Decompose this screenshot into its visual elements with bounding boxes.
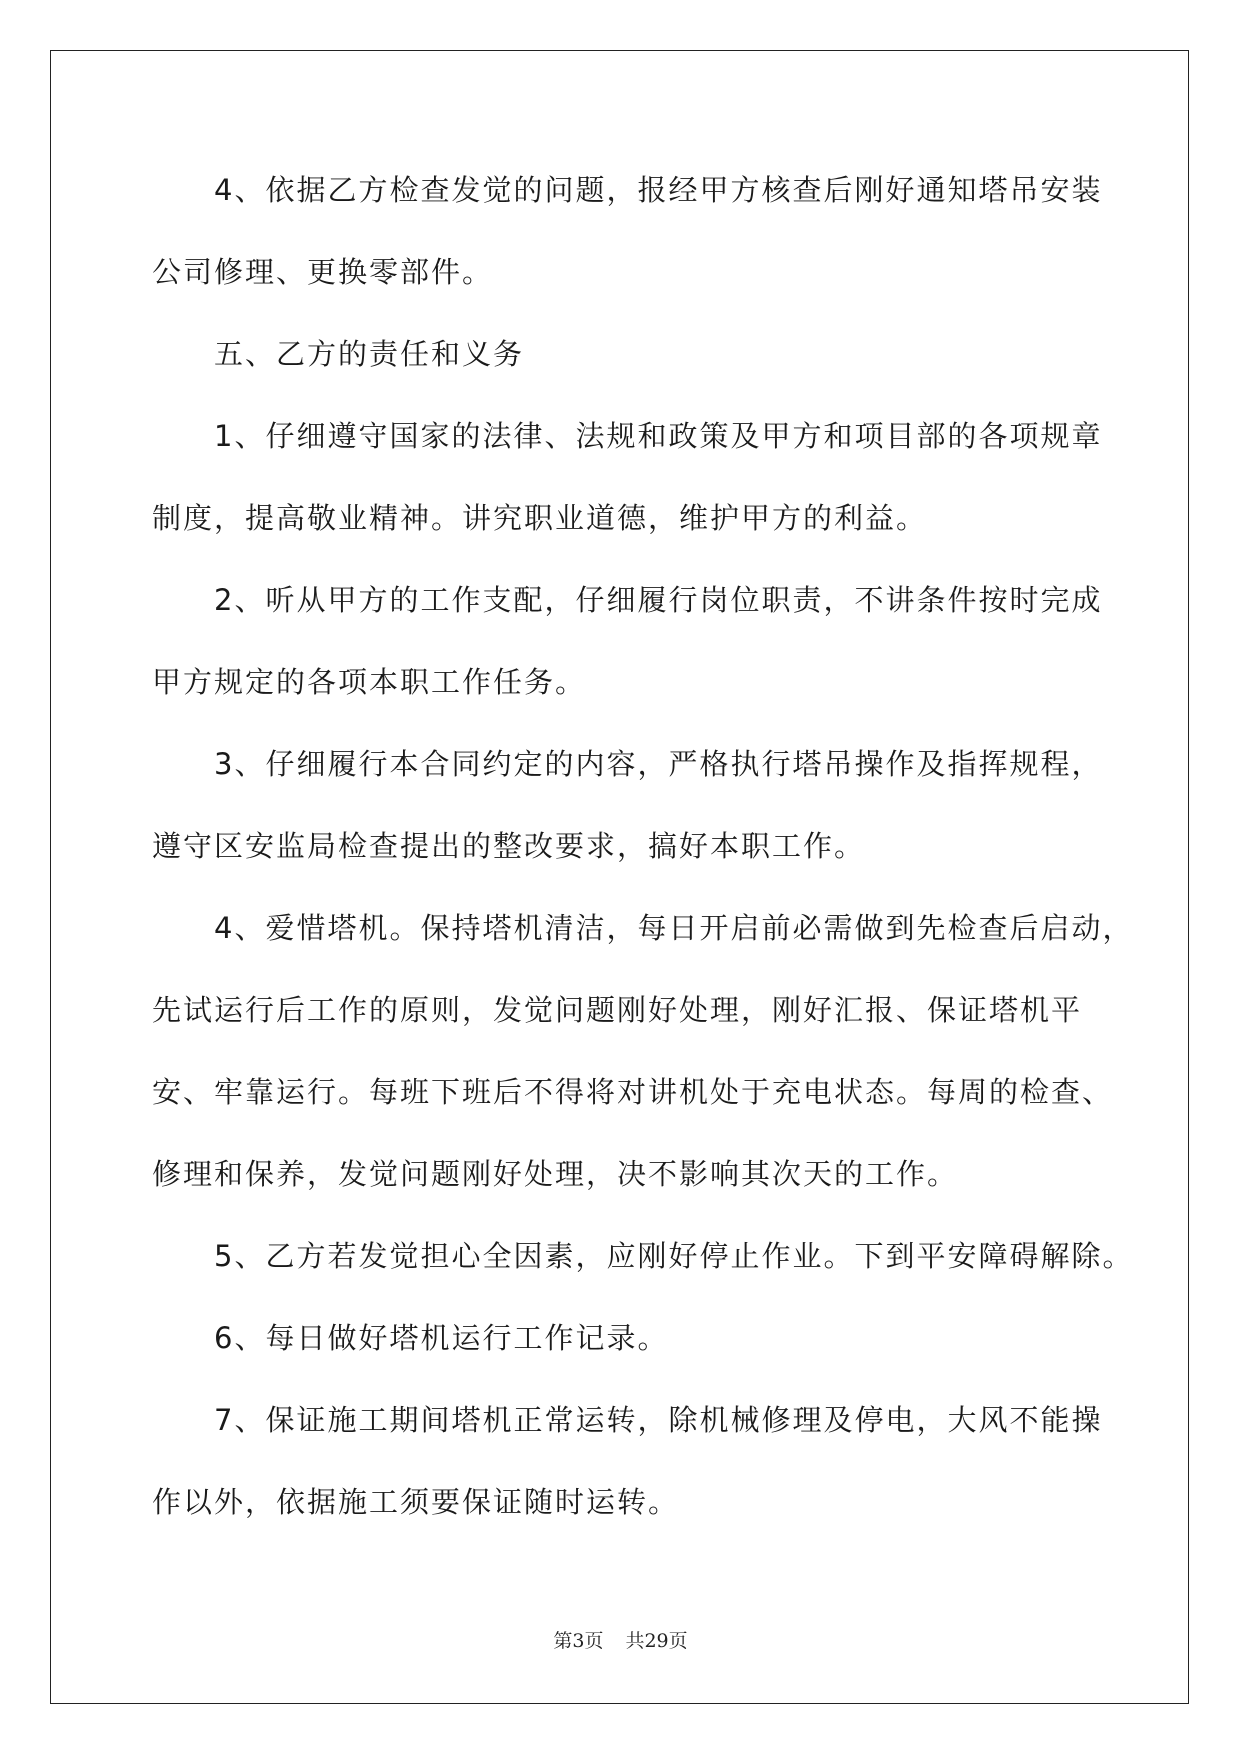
text-line: 2、听从甲方的工作支配，仔细履行岗位职责，不讲条件按时完成 xyxy=(214,583,1103,617)
text-line: 5、乙方若发觉担心全因素，应刚好停止作业。下到平安障碍解除。 xyxy=(214,1239,1134,1273)
text-line: 先试运行后工作的原则，发觉问题刚好处理，刚好汇报、保证塔机平 xyxy=(152,993,1083,1027)
page-number: 第3页 xyxy=(553,1630,604,1652)
page-footer xyxy=(0,1626,1241,1653)
text-line: 7、保证施工期间塔机正常运转，除机械修理及停电，大风不能操 xyxy=(214,1403,1103,1437)
text-line: 4、依据乙方检查发觉的问题，报经甲方核查后刚好通知塔吊安装 xyxy=(214,173,1103,207)
text-line: 1、仔细遵守国家的法律、法规和政策及甲方和项目部的各项规章 xyxy=(214,419,1103,453)
paragraph xyxy=(152,580,1103,744)
document-body xyxy=(152,170,1134,1522)
text-line: 3、仔细履行本合同约定的内容，严格执行塔吊操作及指挥规程， xyxy=(214,747,1103,781)
paragraph xyxy=(152,1400,1103,1522)
paragraph xyxy=(152,170,1103,334)
text-line: 公司修理、更换零部件。 xyxy=(152,255,494,289)
page-total: 共29页 xyxy=(625,1630,688,1652)
text-line: 6、每日做好塔机运行工作记录。 xyxy=(214,1321,669,1355)
text-line: 甲方规定的各项本职工作任务。 xyxy=(152,665,587,699)
paragraph xyxy=(152,1318,1092,1400)
text-line: 制度，提高敬业精神。讲究职业道德，维护甲方的利益。 xyxy=(152,501,928,535)
paragraph xyxy=(152,908,1134,1236)
text-line: 五、乙方的责任和义务 xyxy=(214,337,525,371)
text-line: 遵守区安监局检查提出的整改要求，搞好本职工作。 xyxy=(152,829,866,863)
text-line: 安、牢靠运行。每班下班后不得将对讲机处于充电状态。每周的检查、 xyxy=(152,1075,1114,1109)
paragraph xyxy=(152,744,1103,908)
paragraph xyxy=(152,416,1103,580)
paragraph xyxy=(152,1236,1134,1318)
text-line: 修理和保养，发觉问题刚好处理，决不影响其次天的工作。 xyxy=(152,1157,959,1191)
text-line: 4、爱惜塔机。保持塔机清洁，每日开启前必需做到先检查后启动， xyxy=(214,911,1134,945)
section-heading xyxy=(152,334,1092,416)
text-line: 作以外，依据施工须要保证随时运转。 xyxy=(152,1485,680,1519)
